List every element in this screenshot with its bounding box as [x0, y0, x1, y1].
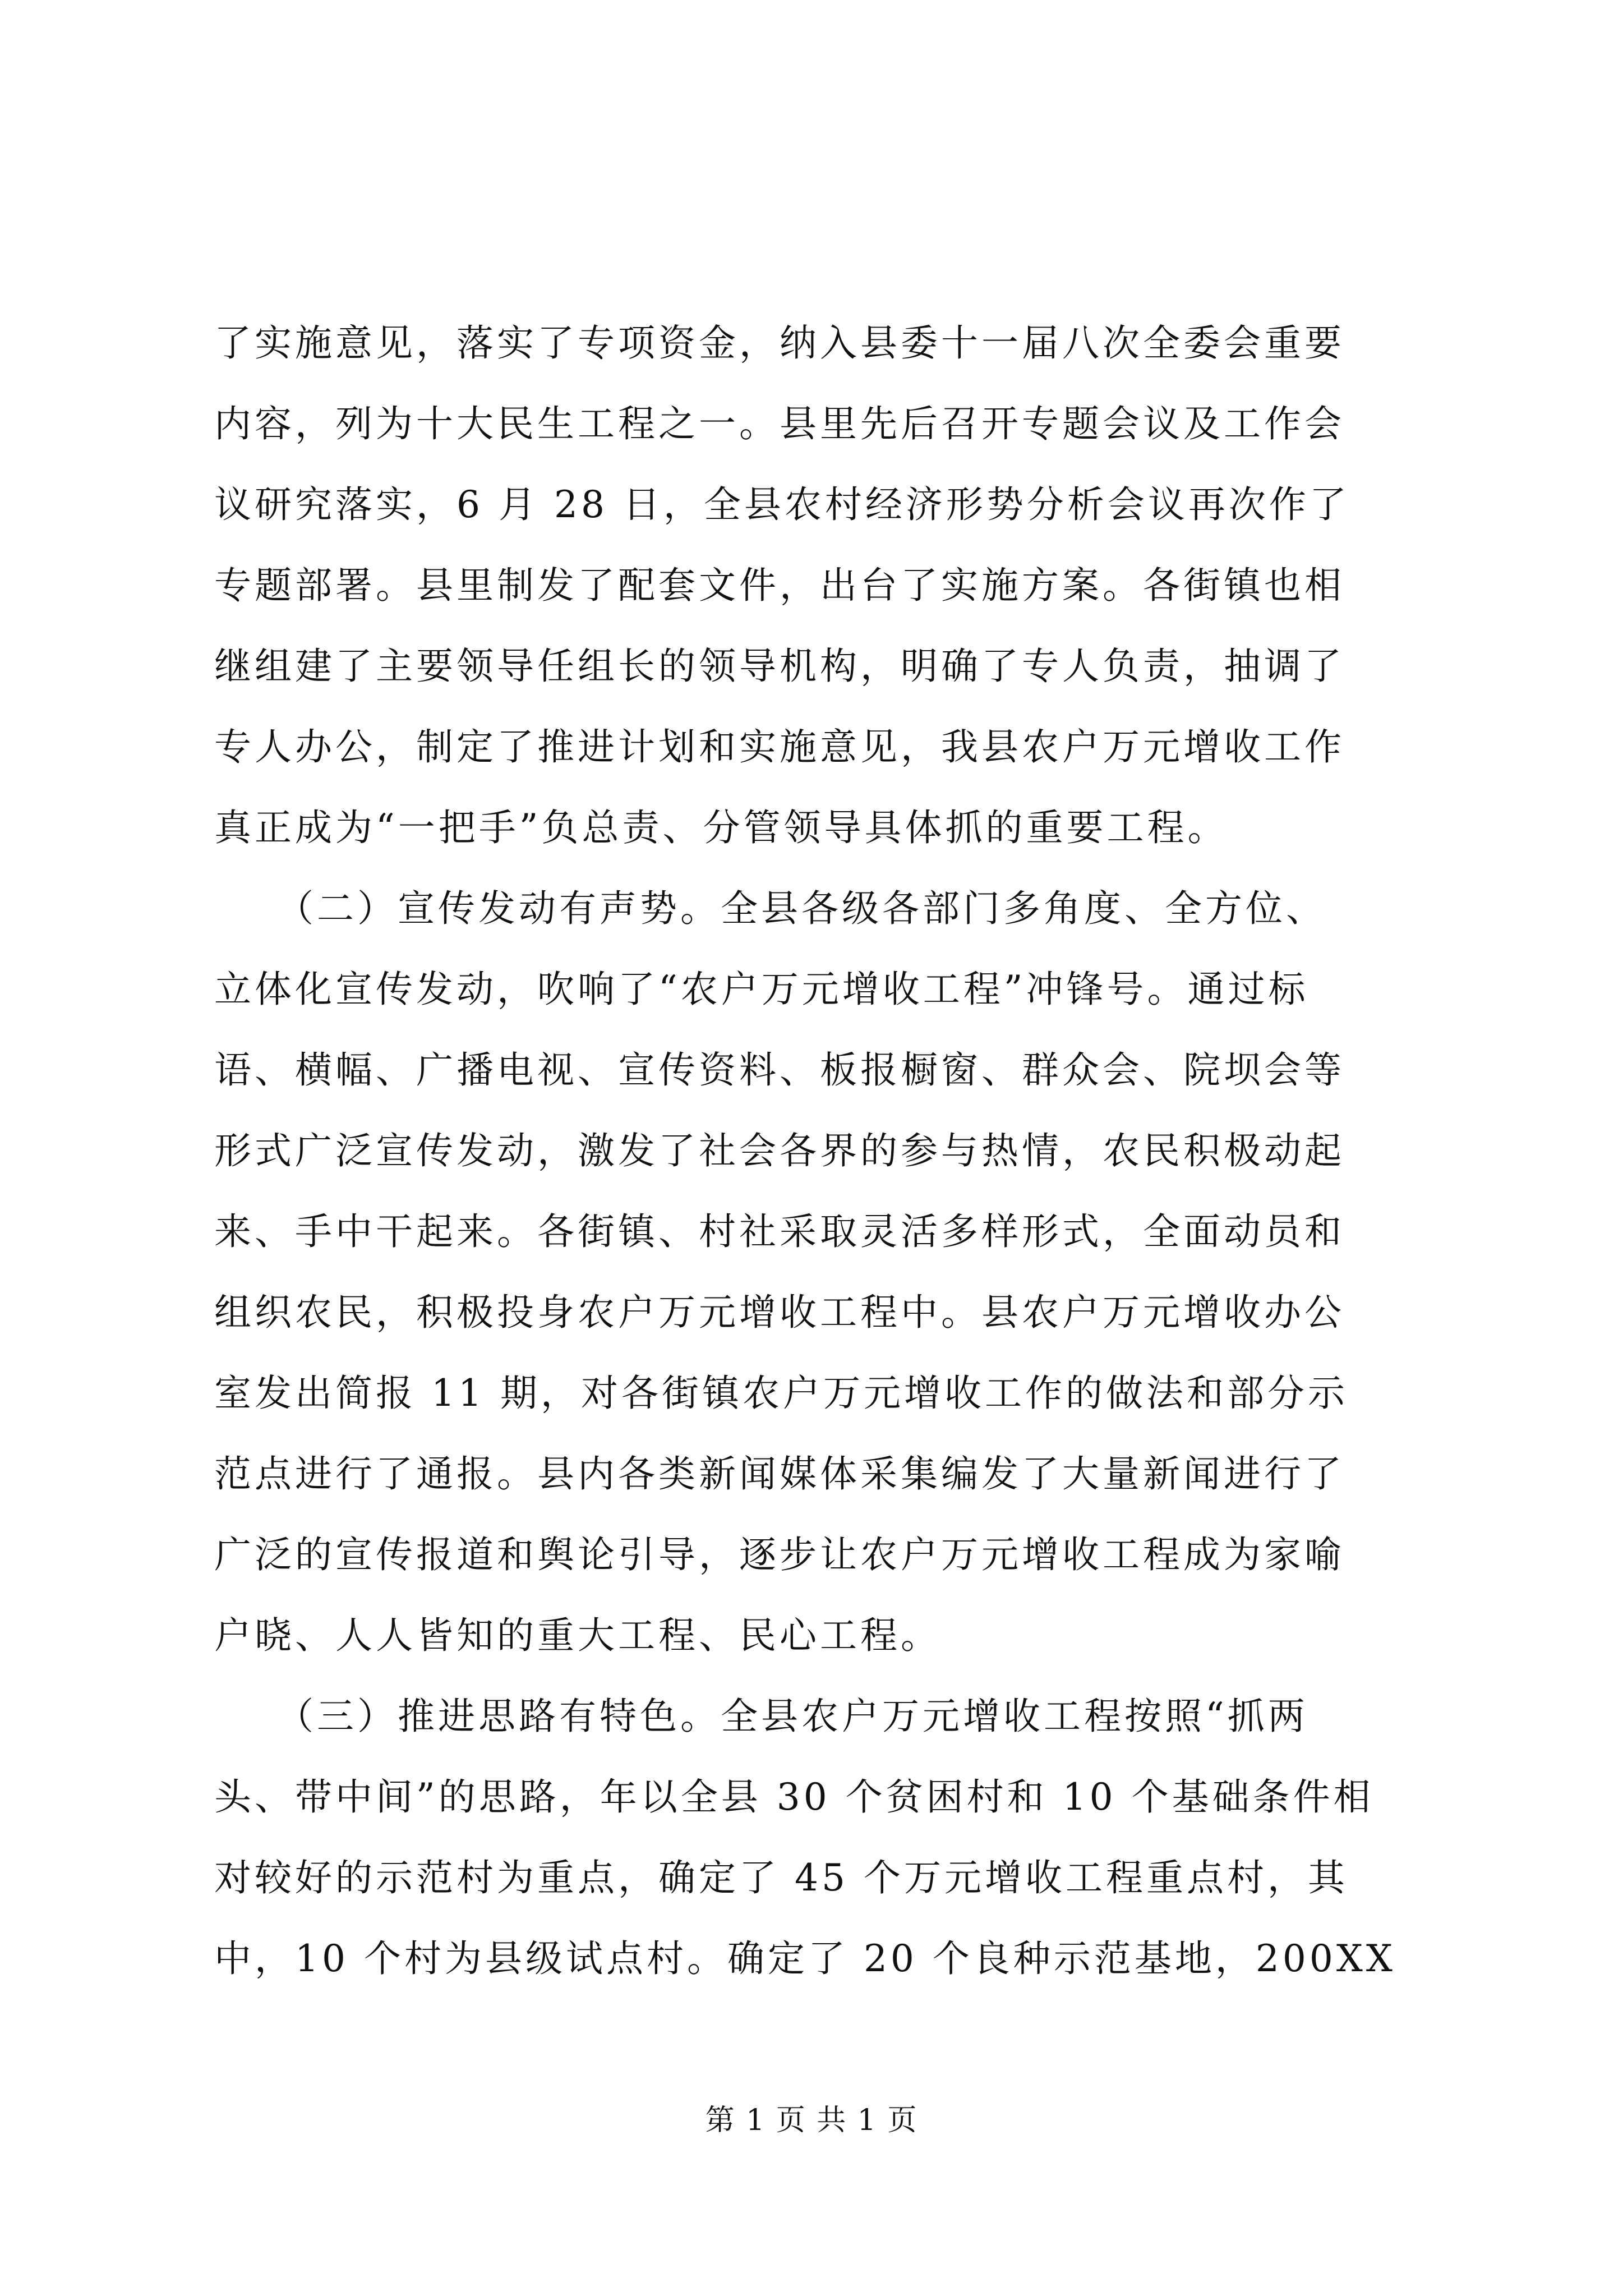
text-line: 真正成为“一把手”负总责、分管领导具体抓的重要工程。	[214, 806, 1228, 849]
text-line: 立体化宣传发动，吹响了“农户万元增收工程”冲锋号。通过标	[214, 968, 1309, 1011]
page-footer: 第 1 页 共 1 页	[705, 2104, 918, 2137]
text-line: 议研究落实，6 月 28 日，全县农村经济形势分析会议再次作了	[214, 483, 1350, 526]
text-line: 继组建了主要领导任组长的领导机构，明确了专人负责，抽调了	[214, 645, 1345, 688]
text-line: 来、手中干起来。各街镇、村社采取灵活多样形式，全面动员和	[214, 1210, 1345, 1253]
text-line: 了实施意见，落实了专项资金，纳入县委十一届八次全委会重要	[214, 321, 1345, 365]
text-line: 中，10 个村为县级试点村。确定了 20 个良种示范基地，200XX	[214, 1937, 1396, 1980]
paragraph-heading-line: （二）宣传发动有声势。全县各级各部门多角度、全方位、	[214, 887, 1326, 930]
text-line: 内容，列为十大民生工程之一。县里先后召开专题会议及工作会	[214, 402, 1345, 445]
text-line: 对较好的示范村为重点，确定了 45 个万元增收工程重点村，其	[214, 1856, 1348, 1899]
text-line: 专人办公，制定了推进计划和实施意见，我县农户万元增收工作	[214, 725, 1345, 769]
text-line: 形式广泛宣传发动，激发了社会各界的参与热情，农民积极动起	[214, 1129, 1345, 1172]
text-line: 头、带中间”的思路，年以全县 30 个贫困村和 10 个基础条件相	[214, 1775, 1374, 1819]
text-line: 室发出简报 11 期，对各街镇农户万元增收工作的做法和部分示	[214, 1372, 1348, 1415]
text-line: 专题部署。县里制发了配套文件，出台了实施方案。各街镇也相	[214, 564, 1345, 607]
paragraph-heading-line: （三）推进思路有特色。全县农户万元增收工程按照“抓两	[214, 1695, 1308, 1738]
text-line: 户晓、人人皆知的重大工程、民心工程。	[214, 1614, 941, 1657]
text-line: 组织农民，积极投身农户万元增收工程中。县农户万元增收办公	[214, 1291, 1345, 1334]
text-line: 语、横幅、广播电视、宣传资料、板报橱窗、群众会、院坝会等	[214, 1048, 1345, 1092]
body-text	[214, 303, 1414, 1999]
text-line: 范点进行了通报。县内各类新闻媒体采集编发了大量新闻进行了	[214, 1452, 1345, 1496]
text-line: 广泛的宣传报道和舆论引导，逐步让农户万元增收工程成为家喻	[214, 1533, 1345, 1576]
